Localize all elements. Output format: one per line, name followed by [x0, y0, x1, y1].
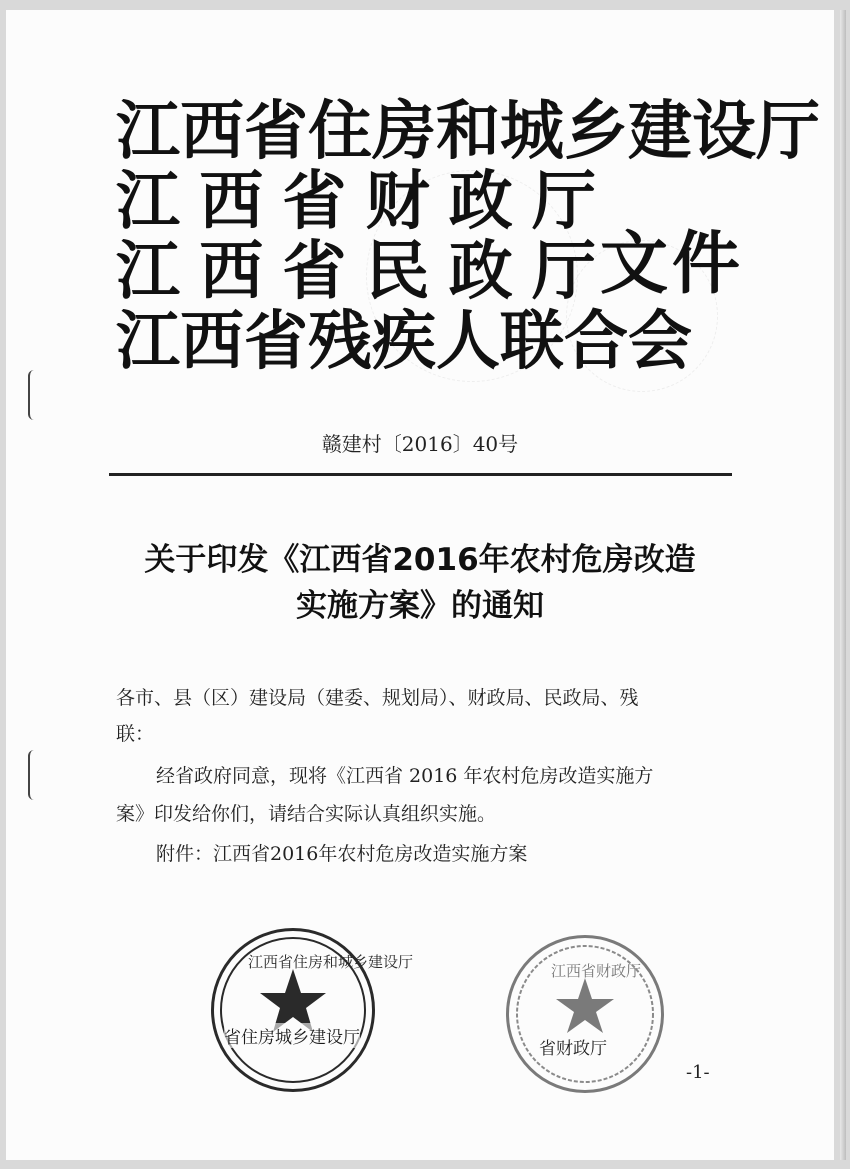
notice-title-line1: 关于印发《江西省2016年农村危房改造 — [144, 542, 696, 578]
body-line1: 经省政府同意，现将《江西省 2016 年农村危房改造实施方 — [156, 765, 654, 787]
document-page — [6, 10, 834, 1160]
issuer-char: 厅 — [531, 165, 596, 239]
seal-ring-text: 江西省财政厅 — [551, 962, 642, 980]
binding-staple — [28, 370, 40, 420]
recipients-line1: 各市、县（区）建设局（建委、规划局）、财政局、民政局、残 — [116, 687, 639, 709]
issuer-char: 政 — [448, 235, 513, 309]
document-suffix: 文件 — [600, 225, 745, 304]
page-number: -1- — [686, 1062, 710, 1083]
issuer-char: 省 — [282, 165, 347, 239]
issuer-line-disabled-federation: 江西省残疾人联合会 — [116, 305, 692, 379]
body-line2: 案》印发给你们，请结合实际认真组织实施。 — [116, 803, 497, 825]
issuer-line-civil-affairs — [116, 235, 596, 309]
binding-staple — [28, 750, 40, 800]
issuer-char: 江 — [116, 235, 180, 309]
issuer-line-housing: 江西省住房和城乡建设厅 — [116, 95, 820, 169]
seal-label: 省住房城乡建设厅 — [224, 1023, 360, 1048]
header-divider — [109, 473, 732, 476]
seal-label: 省财政厅 — [539, 1039, 607, 1059]
issuer-line-finance — [116, 165, 596, 239]
finance-department-seal — [506, 935, 664, 1093]
issuer-char: 江 — [116, 165, 180, 239]
issuer-char: 省 — [282, 235, 347, 309]
issuer-char: 政 — [448, 165, 513, 239]
page-edge-shadow — [840, 10, 846, 1160]
issuer-char: 财 — [365, 165, 430, 239]
recipients-line2: 联： — [116, 723, 155, 745]
document-number: 赣建村〔2016〕40号 — [321, 432, 519, 456]
seal-ring-text: 江西省住房和城乡建设厅 — [248, 953, 414, 971]
issuer-char: 西 — [199, 235, 264, 309]
issuer-char: 民 — [365, 235, 430, 309]
issuer-char: 厅 — [531, 235, 596, 309]
housing-department-seal — [211, 928, 414, 1092]
notice-title-line2: 实施方案》的通知 — [296, 588, 544, 624]
attachment-line: 附件：江西省2016年农村危房改造实施方案 — [156, 843, 528, 865]
issuer-char: 西 — [199, 165, 264, 239]
